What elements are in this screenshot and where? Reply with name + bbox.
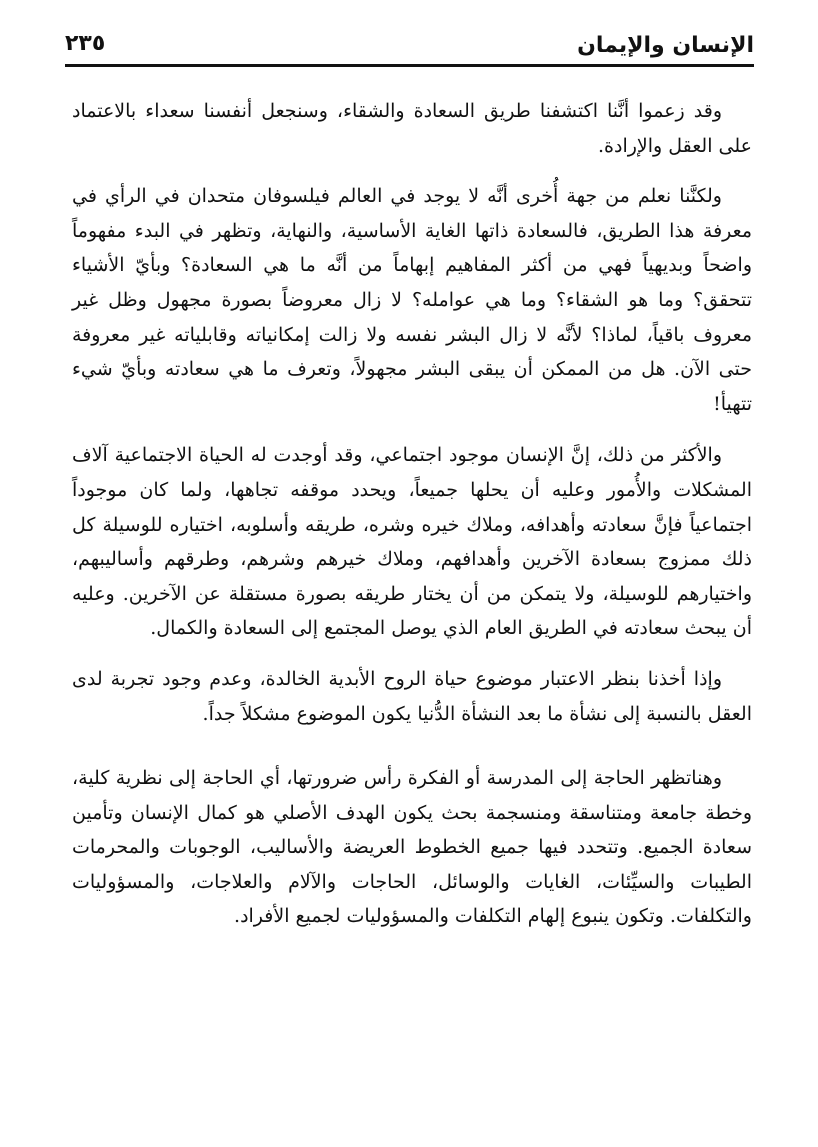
running-header (65, 26, 754, 67)
paragraph-4: وإذا أخذنا بنظر الاعتبار موضوع حياة الروح الأبدية الخالدة، وعدم وجود تجربة لدى العقل بالنسبة إلى نشأة ما بعد النشأة الدُّنيا يكون الموضوع مشكلاً جداً. (72, 667, 752, 725)
page-body (72, 94, 752, 950)
paragraph-1: وقد زعموا أنَّنا اكتشفنا طريق السعادة والشقاء، وسنجعل أنفسنا سعداء بالاعتماد على العقل والإرادة. (72, 100, 752, 157)
paragraph-5: وهناتظهر الحاجة إلى المدرسة أو الفكرة رأس ضرورتها، أي الحاجة إلى نظرية كلية، وخطة جامعة ومتناسقة ومنسجمة بحث يكون الهدف الأصلي هو كمال الإنسان وتأمين سعادة الجميع. وتتحدد فيها جميع الخطوط العريضة والأساليب، الوجوبات والمحرمات الطيبات والسيِّئات، الغايات والوسائل، الحاجات والآلام والعلاجات، والمسؤوليات والتكلفات. وتكون ينبوع إلهام التكلفات والمسؤوليات لجميع الأفراد. (72, 767, 752, 928)
paragraph-3: والأكثر من ذلك، إنَّ الإنسان موجود اجتماعي، وقد أوجدت له الحياة الاجتماعية آلاف المشكلات والأُمور وعليه أن يحلها جميعاً، ويحدد موقفه تجاهها، ولما كان موجوداً اجتماعياً فإنَّ سعادته وأهدافه، وملاك خيره وشره، طريقه وأسلوبه، اختياره للوسيلة كل ذلك ممزوج بسعادة الآخرين وأهدافهم، وملاك خيرهم وشرهم، وطرقهم وأساليبهم، واختيارهم للوسيلة، ولا يتمكن من أن يختار طريقه بصورة مستقلة عن الآخرين. وعليه أن يبحث سعادته في الطريق العام الذي يوصل المجتمع إلى السعادة والكمال. (72, 444, 752, 640)
page-number: ٢٣٥ (65, 31, 106, 56)
header-title: الإنسان والإيمان (577, 33, 754, 58)
paragraph-2: ولكنَّنا نعلم من جهة أُخرى أنَّه لا يوجد في العالم فيلسوفان متحدان في الرأي في معرفة هذا الطريق، فالسعادة ذاتها الغاية الأساسية، والنهاية، وتظهر في البدء مفهوماً واضحاً وبديهياً فهي من أكثر المفاهيم إبهاماً من أنَّه ما هي السعادة؟ وبأيّ الأشياء تتحقق؟ وما هو الشقاء؟ وما هي عوامله؟ لا زال معروضاً بصورة مجهول وظل غير معروف باقياً، لماذا؟ لأنَّه لا زال البشر نفسه ولا زالت إمكانياته وقابلياته غير معروفة حتى الآن. هل من الممكن أن يبقى البشر مجهولاً، وتعرف ما هي سعادته وبأيّ شيء تتهيأ! (72, 185, 752, 415)
